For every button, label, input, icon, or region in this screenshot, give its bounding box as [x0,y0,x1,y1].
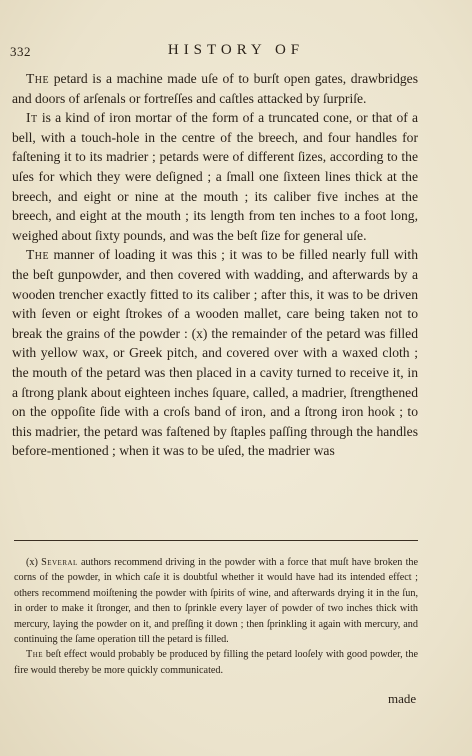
footnote-2 [14,647,418,678]
footnote-1-marker: (x) [26,557,38,568]
footnote-divider [14,540,418,541]
footnote-1-text: authors recommend driving in the powder with a force that muſt have broken the corns of the powder, in which caſe it is doubtful whether it would have had its intended effect ; others recommend moiſtening the powder with ſpirits of wine, and afterwards drying it in the ſun, in order to make it ſtronger, and then to ſprinkle every layer of powder of two inches thick with mercury, laying the powder on it, and preſſing it down ; then ſprinkling it again with mercury, and continuing the ſame operation till the petard is filled. [14,557,419,646]
paragraph-2-text: is a kind of iron mortar of the form of a truncated cone, or that of a bell, with a touch-hole in the centre of the breech, and four handles for faſtening it to its madrier ; petards were of different ſizes, according to the uſes for which they were deſigned ; a ſmall one ſixteen lines thick at the breech, and eight or nine at the mouth ; its caliber five inches at the breech, and eight at the mouth ; its length from ten inches to a foot long, weighed about ſixty pounds, and was the beſt ſize for general uſe. [12,110,418,243]
running-head: HISTORY OF [167,42,305,58]
footnote-1-lead: Several [41,557,78,568]
footnote-2-lead: The [26,649,44,661]
paragraph-3 [12,245,418,461]
footnote-2-text: beſt effect would probably be produced by filling the petard looſely with good powder, the fire would thereby be more quickly communicated. [14,649,418,676]
paragraph-2 [12,108,418,245]
paragraph-1-lead: The [26,71,50,86]
body-text [12,69,418,461]
paragraph-3-text: manner of loading it was this ; it was to be filled nearly full with the beſt gunpowder, and then covered with wadding, and afterwards by a wooden trencher exactly fitted to its caliber ; after this, it was to be driven with ſeven or eight ſtrokes of a wooden mallet, care being taken not to break the grains of the powder : (x) the remainder of the petard was filled with yellow wax, or Greek pitch, and covered over with a waxed cloth ; the mouth of the petard was then placed in a cavity turned to receive it, in a ſtrong plank about eighteen inches ſquare, called, a madrier, ſtrengthened on the oppoſite ſide with a croſs band of iron, and a ſtrong iron hook ; to this madrier, the petard was faſtened by ſtaples paſſing through the handles before-mentioned ; when it was to be uſed, the madrier was [12,247,418,459]
footnote-1 [14,555,418,647]
paragraph-1 [12,69,418,108]
paragraph-2-lead: It [26,110,38,126]
catchword: made [388,691,417,706]
paragraph-3-lead: The [26,247,50,263]
footnotes [14,555,418,678]
page-number: 332 [10,44,31,59]
paragraph-1-text: petard is a machine made uſe of to burſt open gates, drawbridges and doors of arſenals or fortreſſes and caſtles attacked by ſurpriſe. [12,71,418,106]
